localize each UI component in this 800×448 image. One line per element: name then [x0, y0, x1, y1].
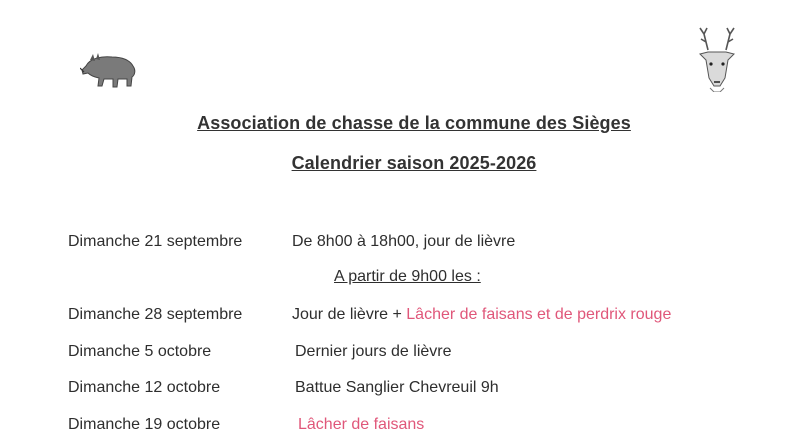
event-description	[295, 379, 499, 397]
event-highlight: Lâcher de faisans	[298, 416, 425, 433]
event-text: Dernier jours de lièvre	[295, 343, 452, 360]
association-title: Association de chasse de la commune des Sièges	[197, 113, 631, 133]
event-text: Jour de lièvre +	[292, 306, 407, 323]
event-date: Dimanche 12 octobre	[68, 379, 221, 396]
event-text: De 8h00 à 18h00, jour de lièvre	[292, 233, 516, 250]
event-date: Dimanche 21 septembre	[68, 233, 243, 250]
event-date: Dimanche 19 octobre	[68, 416, 221, 433]
event-description	[298, 416, 424, 434]
event-description	[292, 306, 671, 324]
calendar-title: Calendrier saison 2025-2026	[291, 153, 537, 173]
event-date: Dimanche 5 octobre	[68, 343, 212, 360]
boar-icon	[80, 48, 140, 92]
event-description	[295, 343, 452, 361]
event-description	[292, 233, 515, 251]
event-text: Battue Sanglier Chevreuil 9h	[295, 379, 499, 396]
deer-icon	[694, 26, 740, 92]
event-date: Dimanche 28 septembre	[68, 306, 243, 323]
subtitle: A partir de 9h00 les :	[334, 268, 481, 285]
event-highlight: Lâcher de faisans et de perdrix rouge	[406, 306, 672, 323]
